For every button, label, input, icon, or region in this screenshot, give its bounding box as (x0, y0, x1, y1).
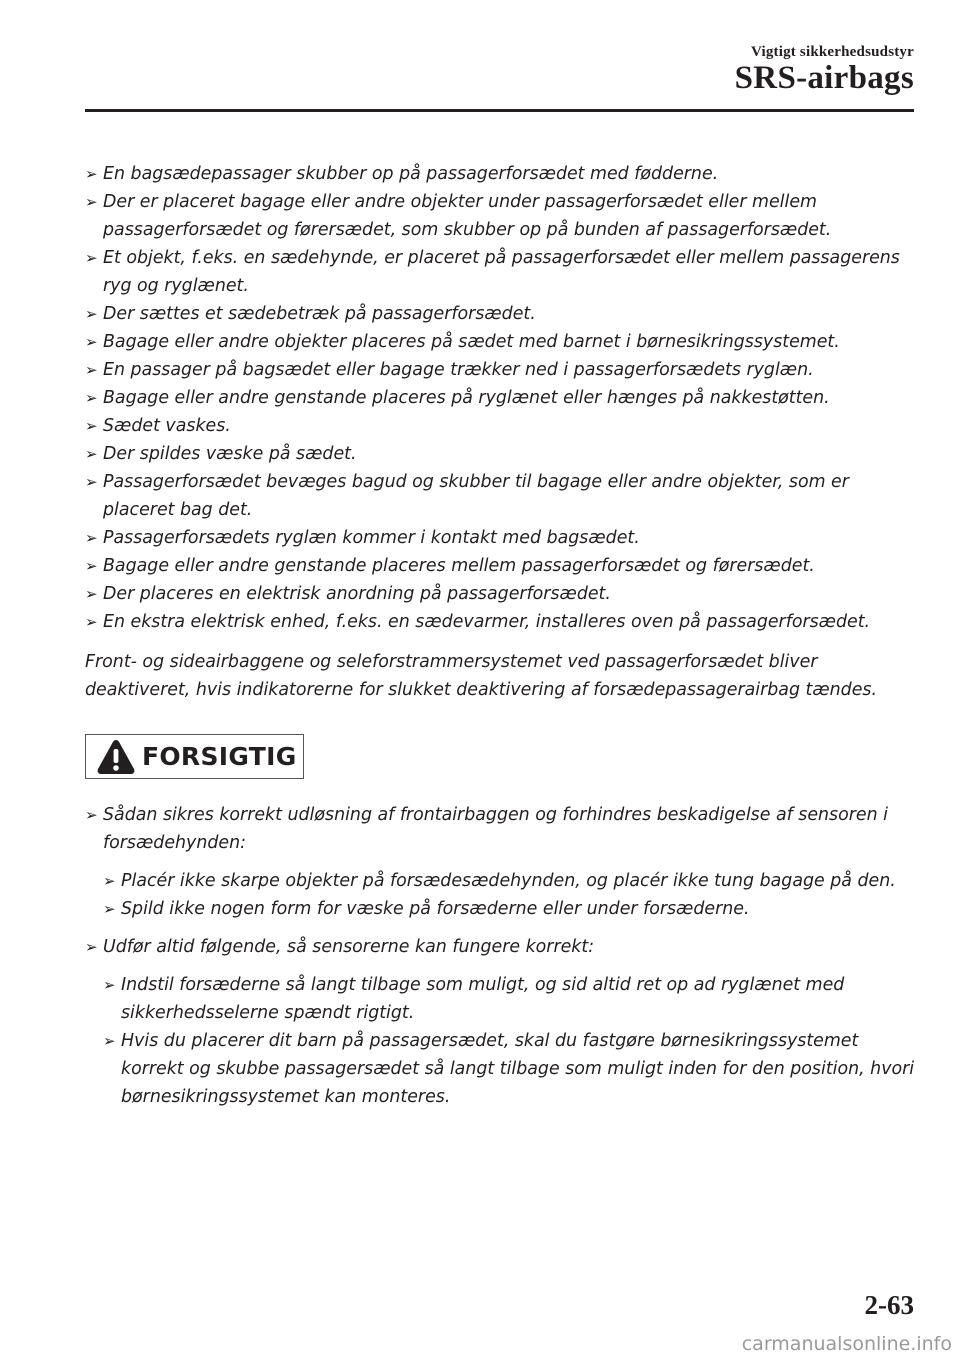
bullet-arrow-icon: ➢ (85, 938, 98, 956)
list-item (85, 933, 915, 1111)
list-item (103, 867, 915, 895)
caution-list (85, 801, 915, 1111)
list-item (85, 188, 915, 244)
list-item-text: Der sættes et sædebetræk på passagerforsædet. (103, 304, 536, 324)
page-title: SRS-airbags (734, 60, 914, 96)
bullet-arrow-icon: ➢ (85, 806, 98, 824)
list-item-text: Udfør altid følgende, så sensorerne kan fungere korrekt: (103, 937, 595, 957)
list-item-text: En ekstra elektrisk enhed, f.eks. en sædevarmer, installeres oven på passagerforsædet. (103, 612, 871, 632)
bullet-arrow-icon: ➢ (85, 557, 98, 575)
list-item-text: Passagerforsædets ryglæn kommer i kontakt med bagsædet. (103, 528, 640, 548)
bullet-list (85, 160, 915, 636)
bullet-arrow-icon: ➢ (85, 333, 98, 351)
list-item-text: Sædet vaskes. (103, 416, 231, 436)
list-item (85, 244, 915, 300)
list-item-text: Bagage eller andre genstande placeres på ryglænet eller hænges på nakkestøtten. (103, 388, 830, 408)
list-item (85, 552, 915, 580)
list-item-text: En bagsædepassager skubber op på passagerforsædet med fødderne. (103, 164, 719, 184)
list-item (103, 895, 915, 923)
caution-label: FORSIGTIG (142, 742, 297, 771)
list-item-text: En passager på bagsædet eller bagage trækker ned i passagerforsædets ryglæn. (103, 360, 814, 380)
list-item-text: Indstil forsæderne så langt tilbage som muligt, og sid altid ret op ad ryglænet med sikkerhedsselerne spændt rigtigt. (121, 975, 845, 1023)
bullet-arrow-icon: ➢ (85, 445, 98, 463)
section-title: Vigtigt sikkerhedsudstyr (750, 44, 914, 60)
list-item-text: Et objekt, f.eks. en sædehynde, er placeret på passagerforsædet eller mellem passagerens ryg og ryglænet. (103, 248, 900, 296)
sub-list (103, 867, 915, 923)
bullet-arrow-icon: ➢ (103, 872, 116, 890)
header-divider (85, 109, 914, 112)
page-number: 2-63 (864, 1290, 914, 1320)
bullet-arrow-icon: ➢ (85, 361, 98, 379)
list-item (85, 160, 915, 188)
list-item-text: Hvis du placerer dit barn på passagersædet, skal du fastgøre børnesikringssystemet korrekt og skubbe passagersædet så langt tilbage som muligt inden for den position, hvori børnesikringssystemet kan monteres. (121, 1031, 915, 1107)
list-item-text: Bagage eller andre genstande placeres mellem passagerforsædet og førersædet. (103, 556, 815, 576)
list-item-text: Sådan sikres korrekt udløsning af frontairbaggen og forhindres beskadigelse af sensoren i forsædehynden: (103, 805, 888, 853)
list-item (85, 384, 915, 412)
list-item (103, 1027, 915, 1111)
list-item (85, 524, 915, 552)
bullet-arrow-icon: ➢ (103, 976, 116, 994)
bullet-arrow-icon: ➢ (85, 417, 98, 435)
bullet-arrow-icon: ➢ (85, 193, 98, 211)
list-item (103, 971, 915, 1027)
warning-triangle-icon (96, 738, 136, 776)
list-item (85, 356, 915, 384)
list-item (85, 300, 915, 328)
watermark: carmanualsonline.info (741, 1333, 952, 1355)
list-item (85, 328, 915, 356)
sub-list (103, 971, 915, 1111)
bullet-arrow-icon: ➢ (85, 473, 98, 491)
bullet-arrow-icon: ➢ (85, 165, 98, 183)
list-item-text: Passagerforsædet bevæges bagud og skubber til bagage eller andre objekter, som er placeret bag det. (103, 472, 849, 520)
list-item-text: Der spildes væske på sædet. (103, 444, 357, 464)
list-item-text: Placér ikke skarpe objekter på forsædesædehynden, og placér ikke tung bagage på den. (121, 871, 896, 891)
bullet-arrow-icon: ➢ (85, 389, 98, 407)
list-item-text: Der placeres en elektrisk anordning på passagerforsædet. (103, 584, 611, 604)
list-item (85, 801, 915, 923)
bullet-arrow-icon: ➢ (85, 529, 98, 547)
list-item (85, 440, 915, 468)
bullet-arrow-icon: ➢ (85, 613, 98, 631)
bullet-arrow-icon: ➢ (85, 305, 98, 323)
bullet-arrow-icon: ➢ (103, 900, 116, 918)
list-item (85, 412, 915, 440)
list-item-text: Der er placeret bagage eller andre objekter under passagerforsædet eller mellem passagerforsædet og førersædet, som skubber op på bunden af passagerforsædet. (103, 192, 832, 240)
list-item (85, 468, 915, 524)
list-item (85, 580, 915, 608)
body-paragraph: Front- og sideairbaggene og seleforstrammersystemet ved passagerforsædet bliver deaktiveret, hvis indikatorerne for slukket deaktivering af forsædepassagerairbag tændes. (85, 652, 878, 700)
page-content (85, 160, 915, 1121)
list-item-text: Spild ikke nogen form for væske på forsæderne eller under forsæderne. (121, 899, 750, 919)
caution-header (85, 734, 304, 779)
list-item-text: Bagage eller andre objekter placeres på sædet med barnet i børnesikringssystemet. (103, 332, 840, 352)
bullet-arrow-icon: ➢ (85, 249, 98, 267)
bullet-arrow-icon: ➢ (85, 585, 98, 603)
bullet-arrow-icon: ➢ (103, 1032, 116, 1050)
list-item (85, 608, 915, 636)
